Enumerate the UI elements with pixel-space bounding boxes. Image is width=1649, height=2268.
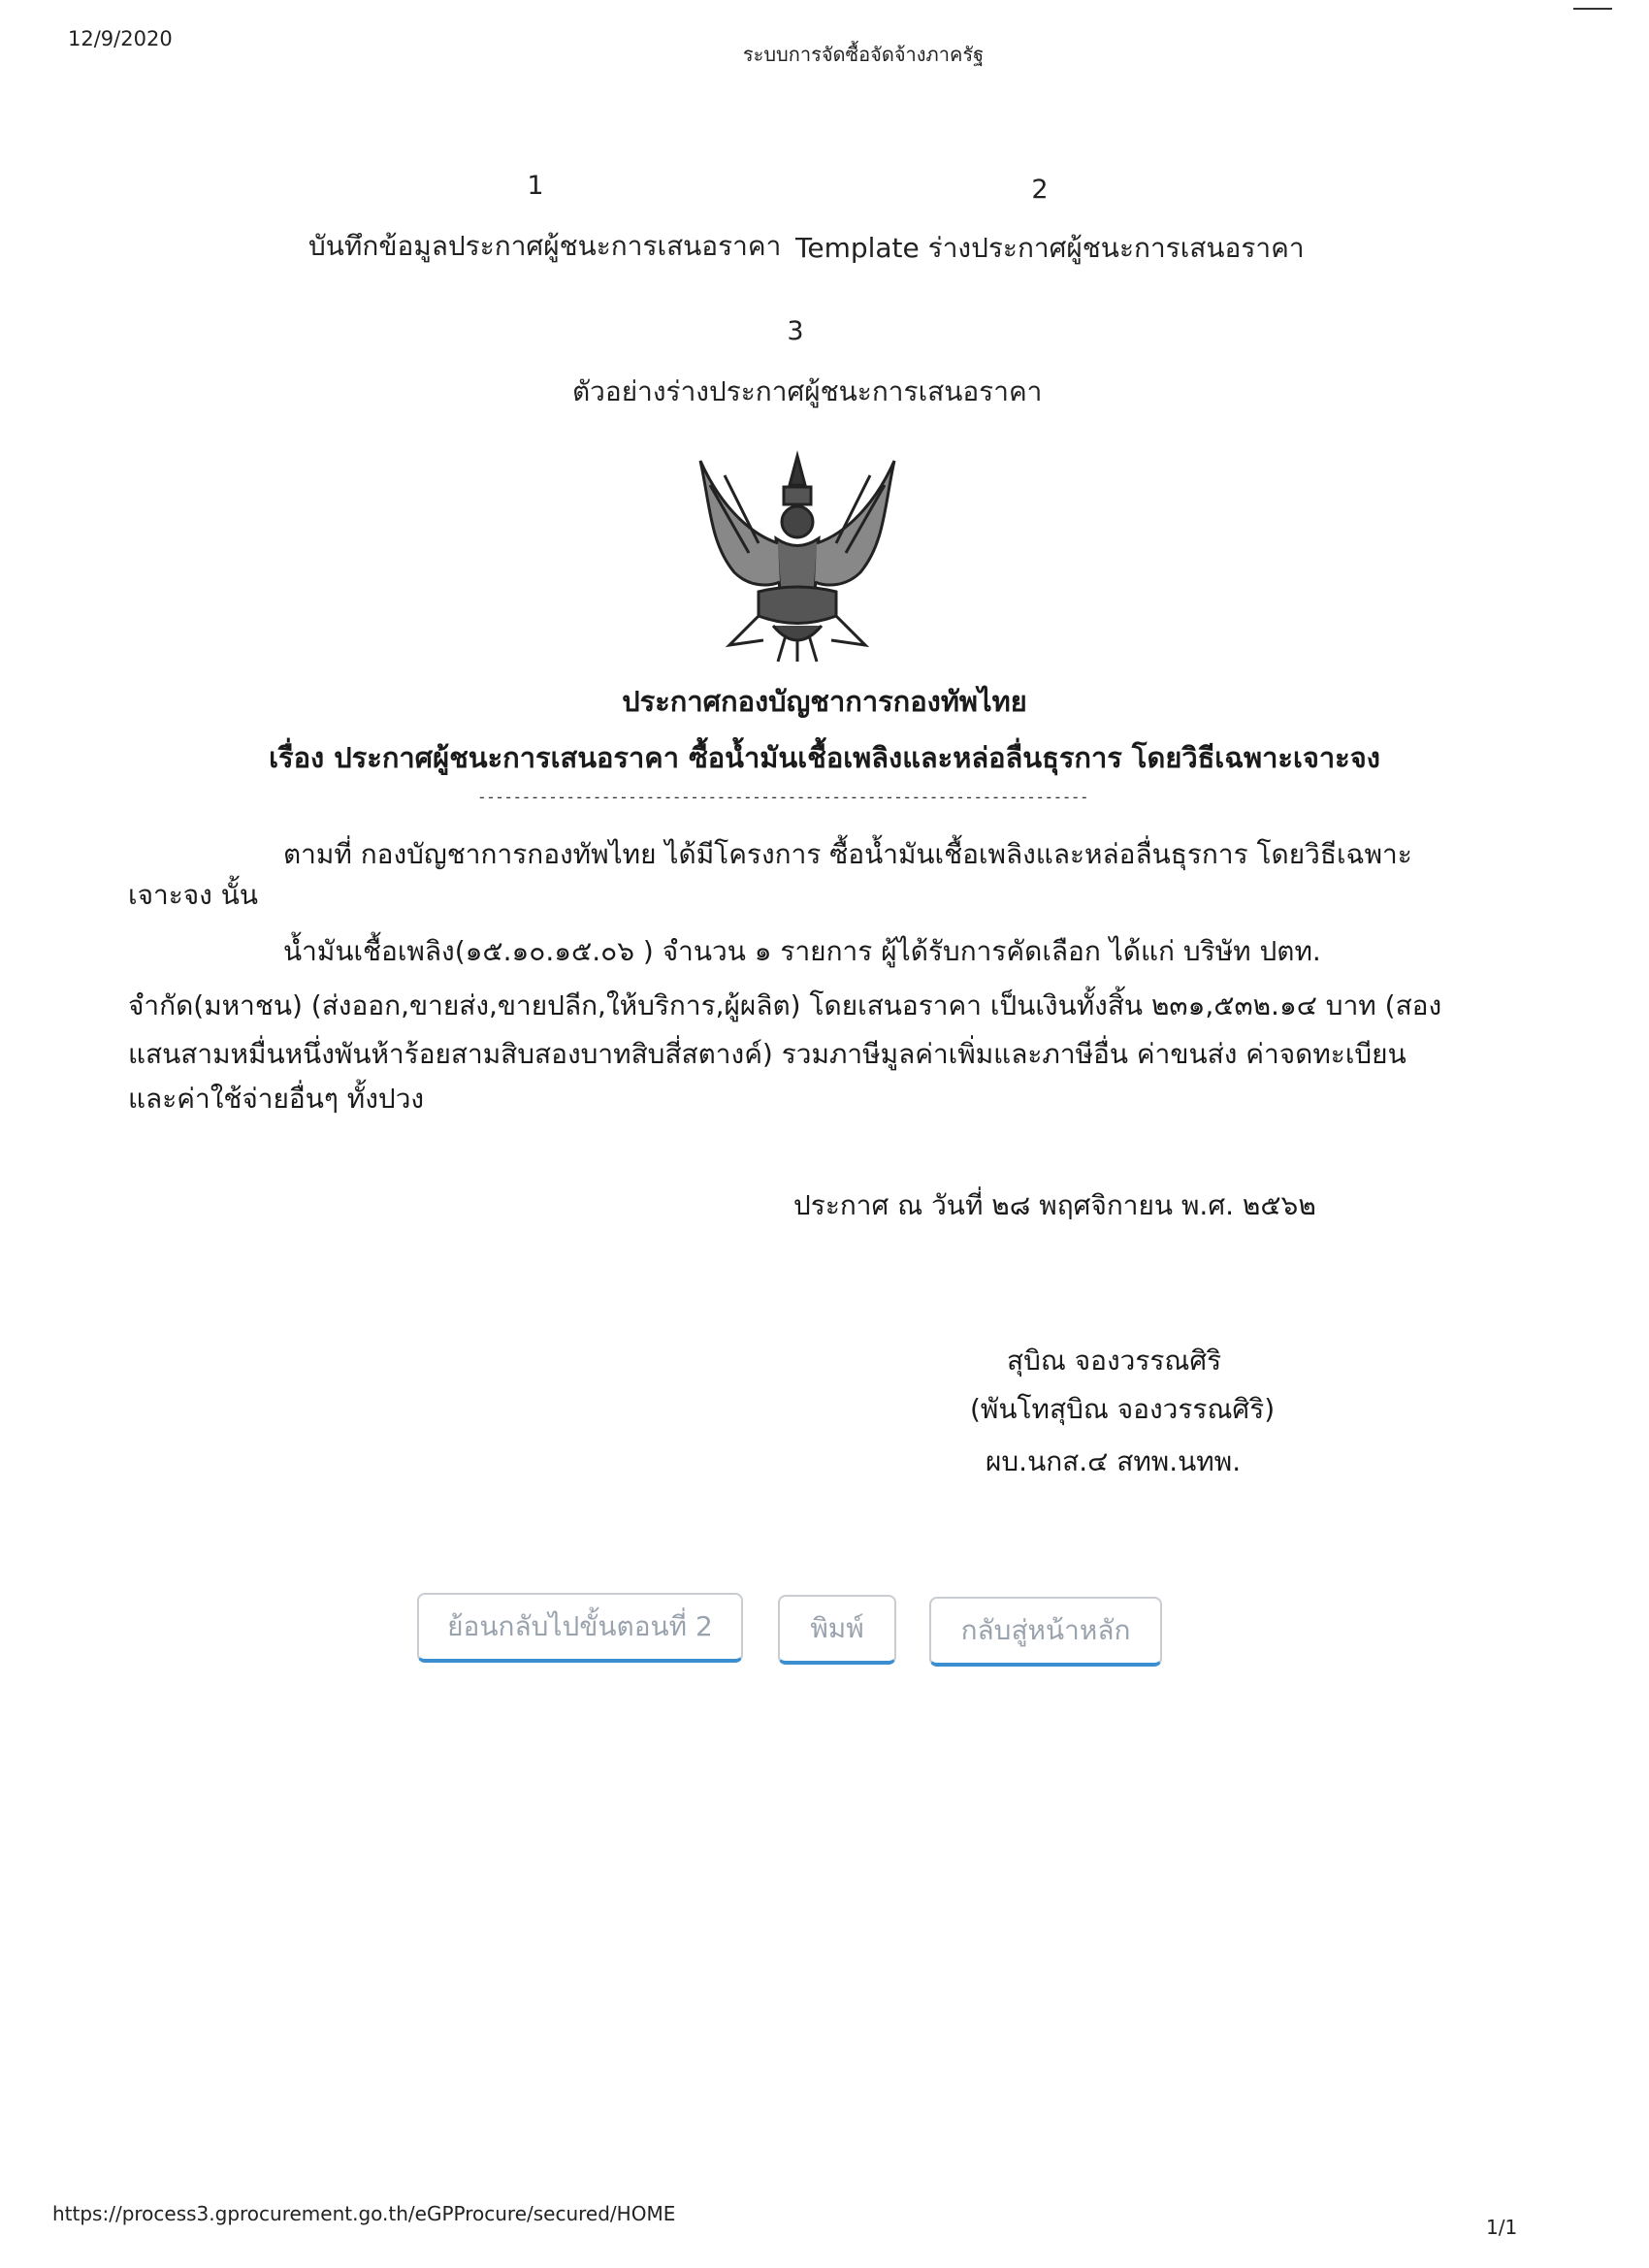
announcement-subject: เรื่อง ประกาศผู้ชนะการเสนอราคา ซื้อน้ำมันเชื้อเพลิงและหล่อลื่นธุรการ โดยวิธีเฉพาะเจาะจง bbox=[269, 741, 1380, 774]
title-separator: --------------------------------------------------------------------- bbox=[477, 788, 1089, 806]
signer-rank-name: (พันโทสุบิณ จองวรรณศิริ) bbox=[970, 1393, 1276, 1425]
home-button[interactable]: กลับสู่หน้าหลัก bbox=[929, 1597, 1162, 1667]
print-page-number: 1/1 bbox=[1486, 2216, 1518, 2239]
para1-line1: ตามที่ กองบัญชาการกองทัพไทย ได้มีโครงการ ซื้อน้ำมันเชื้อเพลิงและหล่อลื่นธุรการ โดยวิธีเฉพาะ bbox=[283, 838, 1412, 870]
announcement-title: ประกาศกองบัญชาการกองทัพไทย bbox=[622, 685, 1027, 718]
step-2-number: 2 bbox=[1031, 175, 1049, 205]
para2-line4: และค่าใช้จ่ายอื่นๆ ทั้งปวง bbox=[128, 1083, 425, 1115]
site-title: ระบบการจัดซื้อจัดจ้างภาครัฐ bbox=[742, 43, 985, 66]
para2-line2: จำกัด(มหาชน) (ส่งออก,ขายส่ง,ขายปลีก,ให้บริการ,ผู้ผลิต) โดยเสนอราคา เป็นเงินทั้งสิ้น ๒๓๑,๕๓๒.๑๔ บาท (สอง bbox=[128, 989, 1442, 1021]
back-to-step-2-button[interactable]: ย้อนกลับไปขั้นตอนที่ 2 bbox=[417, 1593, 743, 1663]
signer-name: สุบิณ จองวรรณศิริ bbox=[1007, 1345, 1222, 1377]
garuda-emblem-icon bbox=[691, 446, 904, 664]
corner-mark bbox=[1573, 8, 1612, 10]
step-3-label[interactable]: ตัวอย่างร่างประกาศผู้ชนะการเสนอราคา bbox=[572, 375, 1043, 407]
announcement-date: ประกาศ ณ วันที่ ๒๘ พฤศจิกายน พ.ศ. ๒๕๖๒ bbox=[793, 1189, 1316, 1221]
print-url: https://process3.gprocurement.go.th/eGPProcure/secured/HOME bbox=[52, 2202, 676, 2225]
para2-line3: แสนสามหมื่นหนึ่งพันห้าร้อยสามสิบสองบาทสิบสี่สตางค์) รวมภาษีมูลค่าเพิ่มและภาษีอื่น ค่าขนส่ง ค่าจดทะเบียน bbox=[128, 1038, 1406, 1070]
step-3-number: 3 bbox=[787, 316, 804, 346]
step-2-label[interactable]: Template ร่างประกาศผู้ชนะการเสนอราคา bbox=[795, 232, 1305, 264]
para2-line1: น้ำมันเชื้อเพลิง(๑๕.๑๐.๑๕.๐๖ ) จำนวน ๑ รายการ ผู้ได้รับการคัดเลือก ได้แก่ บริษัท ปตท. bbox=[283, 935, 1321, 967]
step-1-number: 1 bbox=[527, 171, 544, 201]
signer-position: ผบ.นกส.๔ สทพ.นทพ. bbox=[986, 1445, 1242, 1477]
print-button[interactable]: พิมพ์ bbox=[778, 1595, 896, 1665]
step-1-label[interactable]: บันทึกข้อมูลประกาศผู้ชนะการเสนอราคา bbox=[308, 230, 782, 262]
print-date: 12/9/2020 bbox=[68, 27, 173, 50]
para1-line2: เจาะจง นั้น bbox=[128, 879, 258, 911]
